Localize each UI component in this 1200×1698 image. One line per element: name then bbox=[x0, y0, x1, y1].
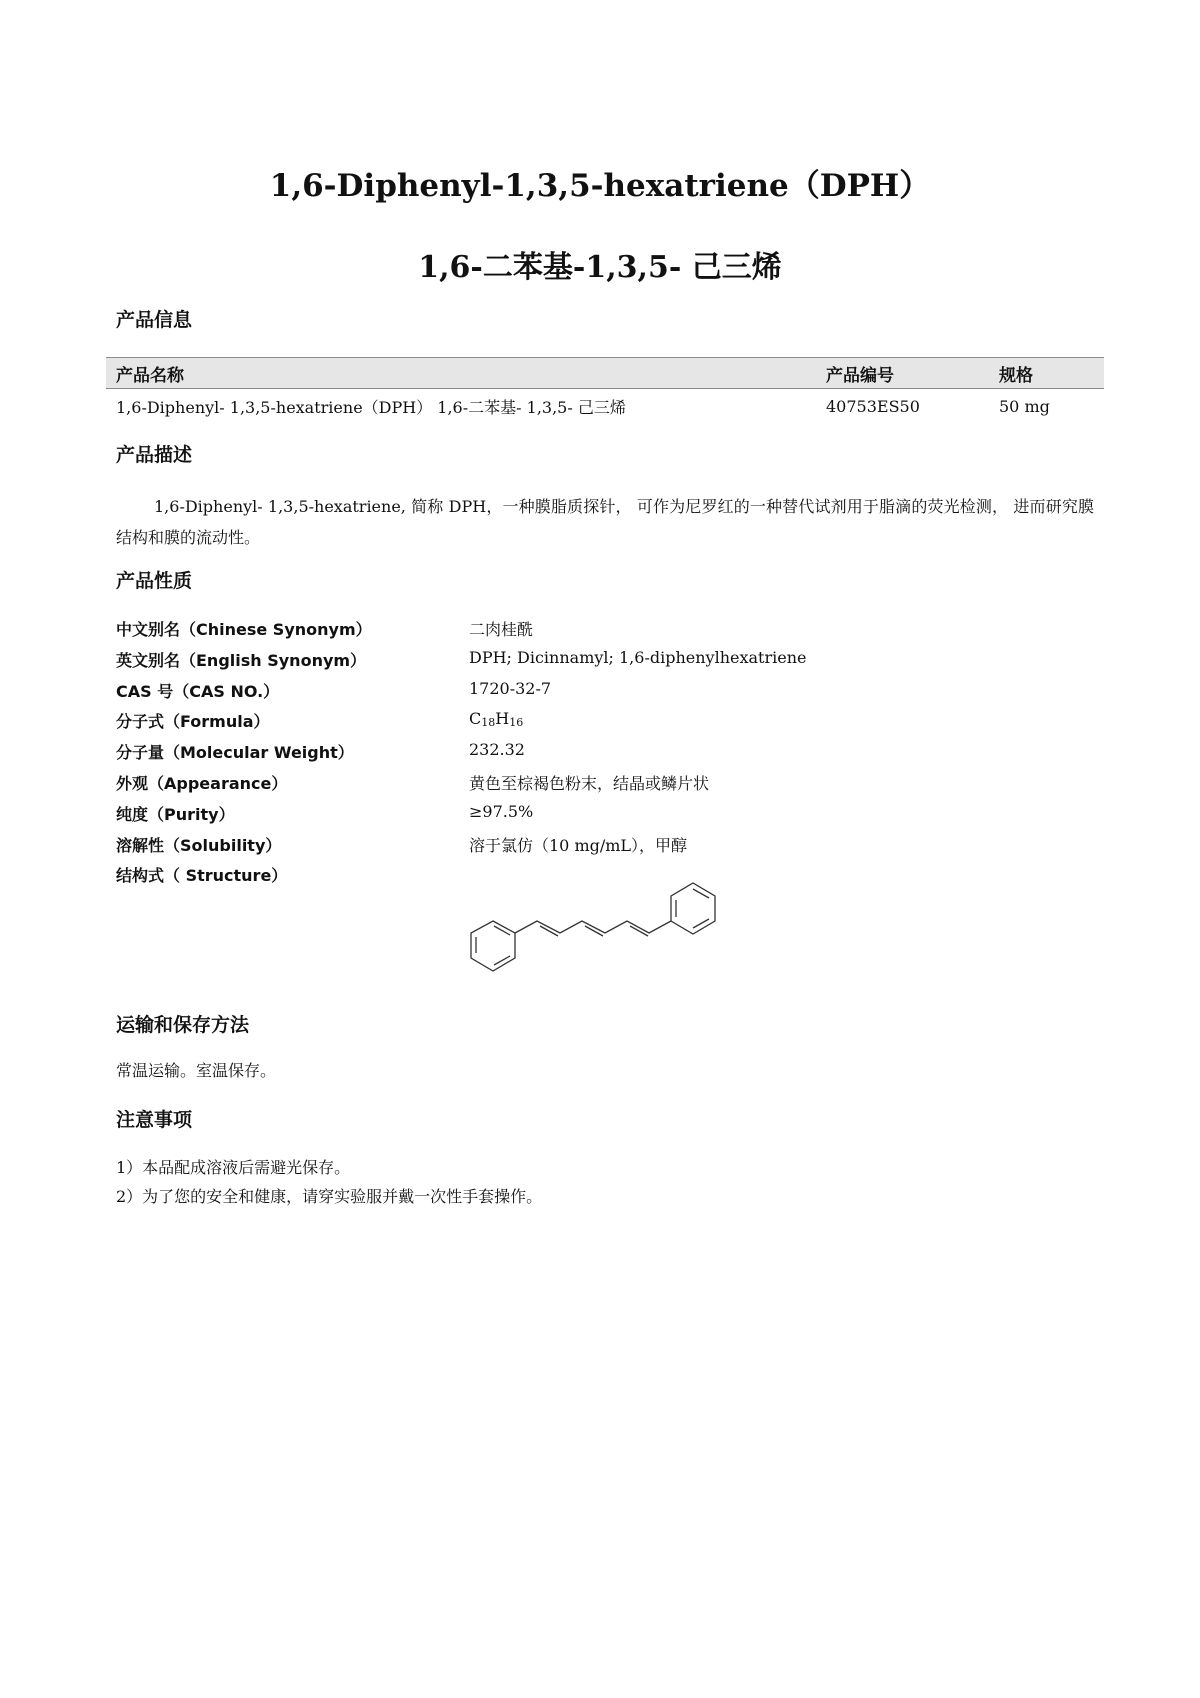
benzene-ring-right bbox=[671, 883, 715, 934]
benzene-ring-left bbox=[471, 921, 515, 971]
property-row bbox=[116, 648, 1016, 679]
column-header-spec: 规格 bbox=[989, 358, 1104, 389]
table-row bbox=[106, 389, 1104, 424]
property-row bbox=[116, 771, 1016, 802]
property-value: 黄色至棕褐色粉末，结晶或鳞片状 bbox=[469, 773, 710, 793]
description-text: 1,6-Diphenyl- 1,3,5-hexatriene, 简称 DPH，一种膜脂质探针， 可作为尼罗红的一种替代试剂用于脂滴的荧光检测， 进而研究膜结构和膜的流动性。 bbox=[116, 497, 1094, 547]
property-label: 英文别名（English Synonym） bbox=[116, 650, 367, 670]
property-label: 结构式（ Structure） bbox=[116, 866, 288, 886]
property-label: 纯度（Purity） bbox=[116, 804, 235, 824]
section-heading-storage: 运输和保存方法 bbox=[116, 1014, 250, 1036]
storage-text: 常温运输。室温保存。 bbox=[116, 1061, 277, 1080]
property-value: 二肉桂酰 bbox=[469, 620, 534, 639]
property-value: 232.32 bbox=[469, 740, 525, 760]
property-value: ≥97.5% bbox=[469, 801, 534, 821]
formula-value bbox=[469, 709, 523, 729]
property-label: 分子式（Formula） bbox=[116, 712, 270, 732]
formula-carbon: C bbox=[469, 709, 482, 729]
section-heading-product-info: 产品信息 bbox=[116, 309, 193, 331]
section-heading-properties: 产品性质 bbox=[116, 570, 193, 592]
title-english: 1,6-Diphenyl-1,3,5-hexatriene（DPH） bbox=[269, 168, 931, 204]
property-row bbox=[116, 802, 1016, 833]
property-value: DPH; Dicinnamyl; 1,6-diphenylhexatriene bbox=[469, 647, 807, 667]
table-header-row bbox=[106, 358, 1104, 389]
property-label: 外观（Appearance） bbox=[116, 773, 288, 793]
structure-diagram bbox=[466, 878, 746, 978]
note-item: 2）为了您的安全和健康，请穿实验服并戴一次性手套操作。 bbox=[116, 1187, 543, 1206]
formula-hydrogen-count: 16 bbox=[509, 716, 524, 730]
property-label: 中文别名（Chinese Synonym） bbox=[116, 620, 372, 639]
column-header-name: 产品名称 bbox=[106, 358, 816, 389]
property-value: 溶于氯仿（10 mg/mL），甲醇 bbox=[469, 835, 688, 855]
property-row bbox=[116, 679, 1016, 710]
property-label: CAS 号（CAS NO.） bbox=[116, 681, 280, 701]
hexatriene-chain bbox=[515, 921, 671, 936]
property-value: 1720-32-7 bbox=[469, 678, 552, 698]
property-row bbox=[116, 740, 1016, 771]
product-info-table bbox=[106, 357, 1104, 423]
property-row bbox=[116, 617, 1016, 648]
section-heading-description: 产品描述 bbox=[116, 444, 193, 466]
formula-carbon-count: 18 bbox=[481, 716, 496, 730]
property-row bbox=[116, 833, 1016, 864]
property-row bbox=[116, 709, 1016, 740]
property-label: 分子量（Molecular Weight） bbox=[116, 743, 354, 763]
property-label: 溶解性（Solubility） bbox=[116, 835, 282, 855]
formula-hydrogen: H bbox=[495, 709, 510, 729]
column-header-code: 产品编号 bbox=[816, 358, 989, 389]
title-chinese: 1,6-二苯基-1,3,5- 己三烯 bbox=[418, 250, 782, 285]
product-name-cell: 1,6-Diphenyl- 1,3,5-hexatriene（DPH） 1,6-二苯基- 1,3,5- 己三烯 bbox=[116, 397, 626, 417]
properties-list bbox=[116, 617, 1016, 894]
product-spec-cell: 50 mg bbox=[999, 396, 1050, 416]
note-item: 1）本品配成溶液后需避光保存。 bbox=[116, 1158, 351, 1177]
section-heading-notes: 注意事项 bbox=[116, 1109, 193, 1131]
product-code-cell: 40753ES50 bbox=[826, 396, 920, 416]
